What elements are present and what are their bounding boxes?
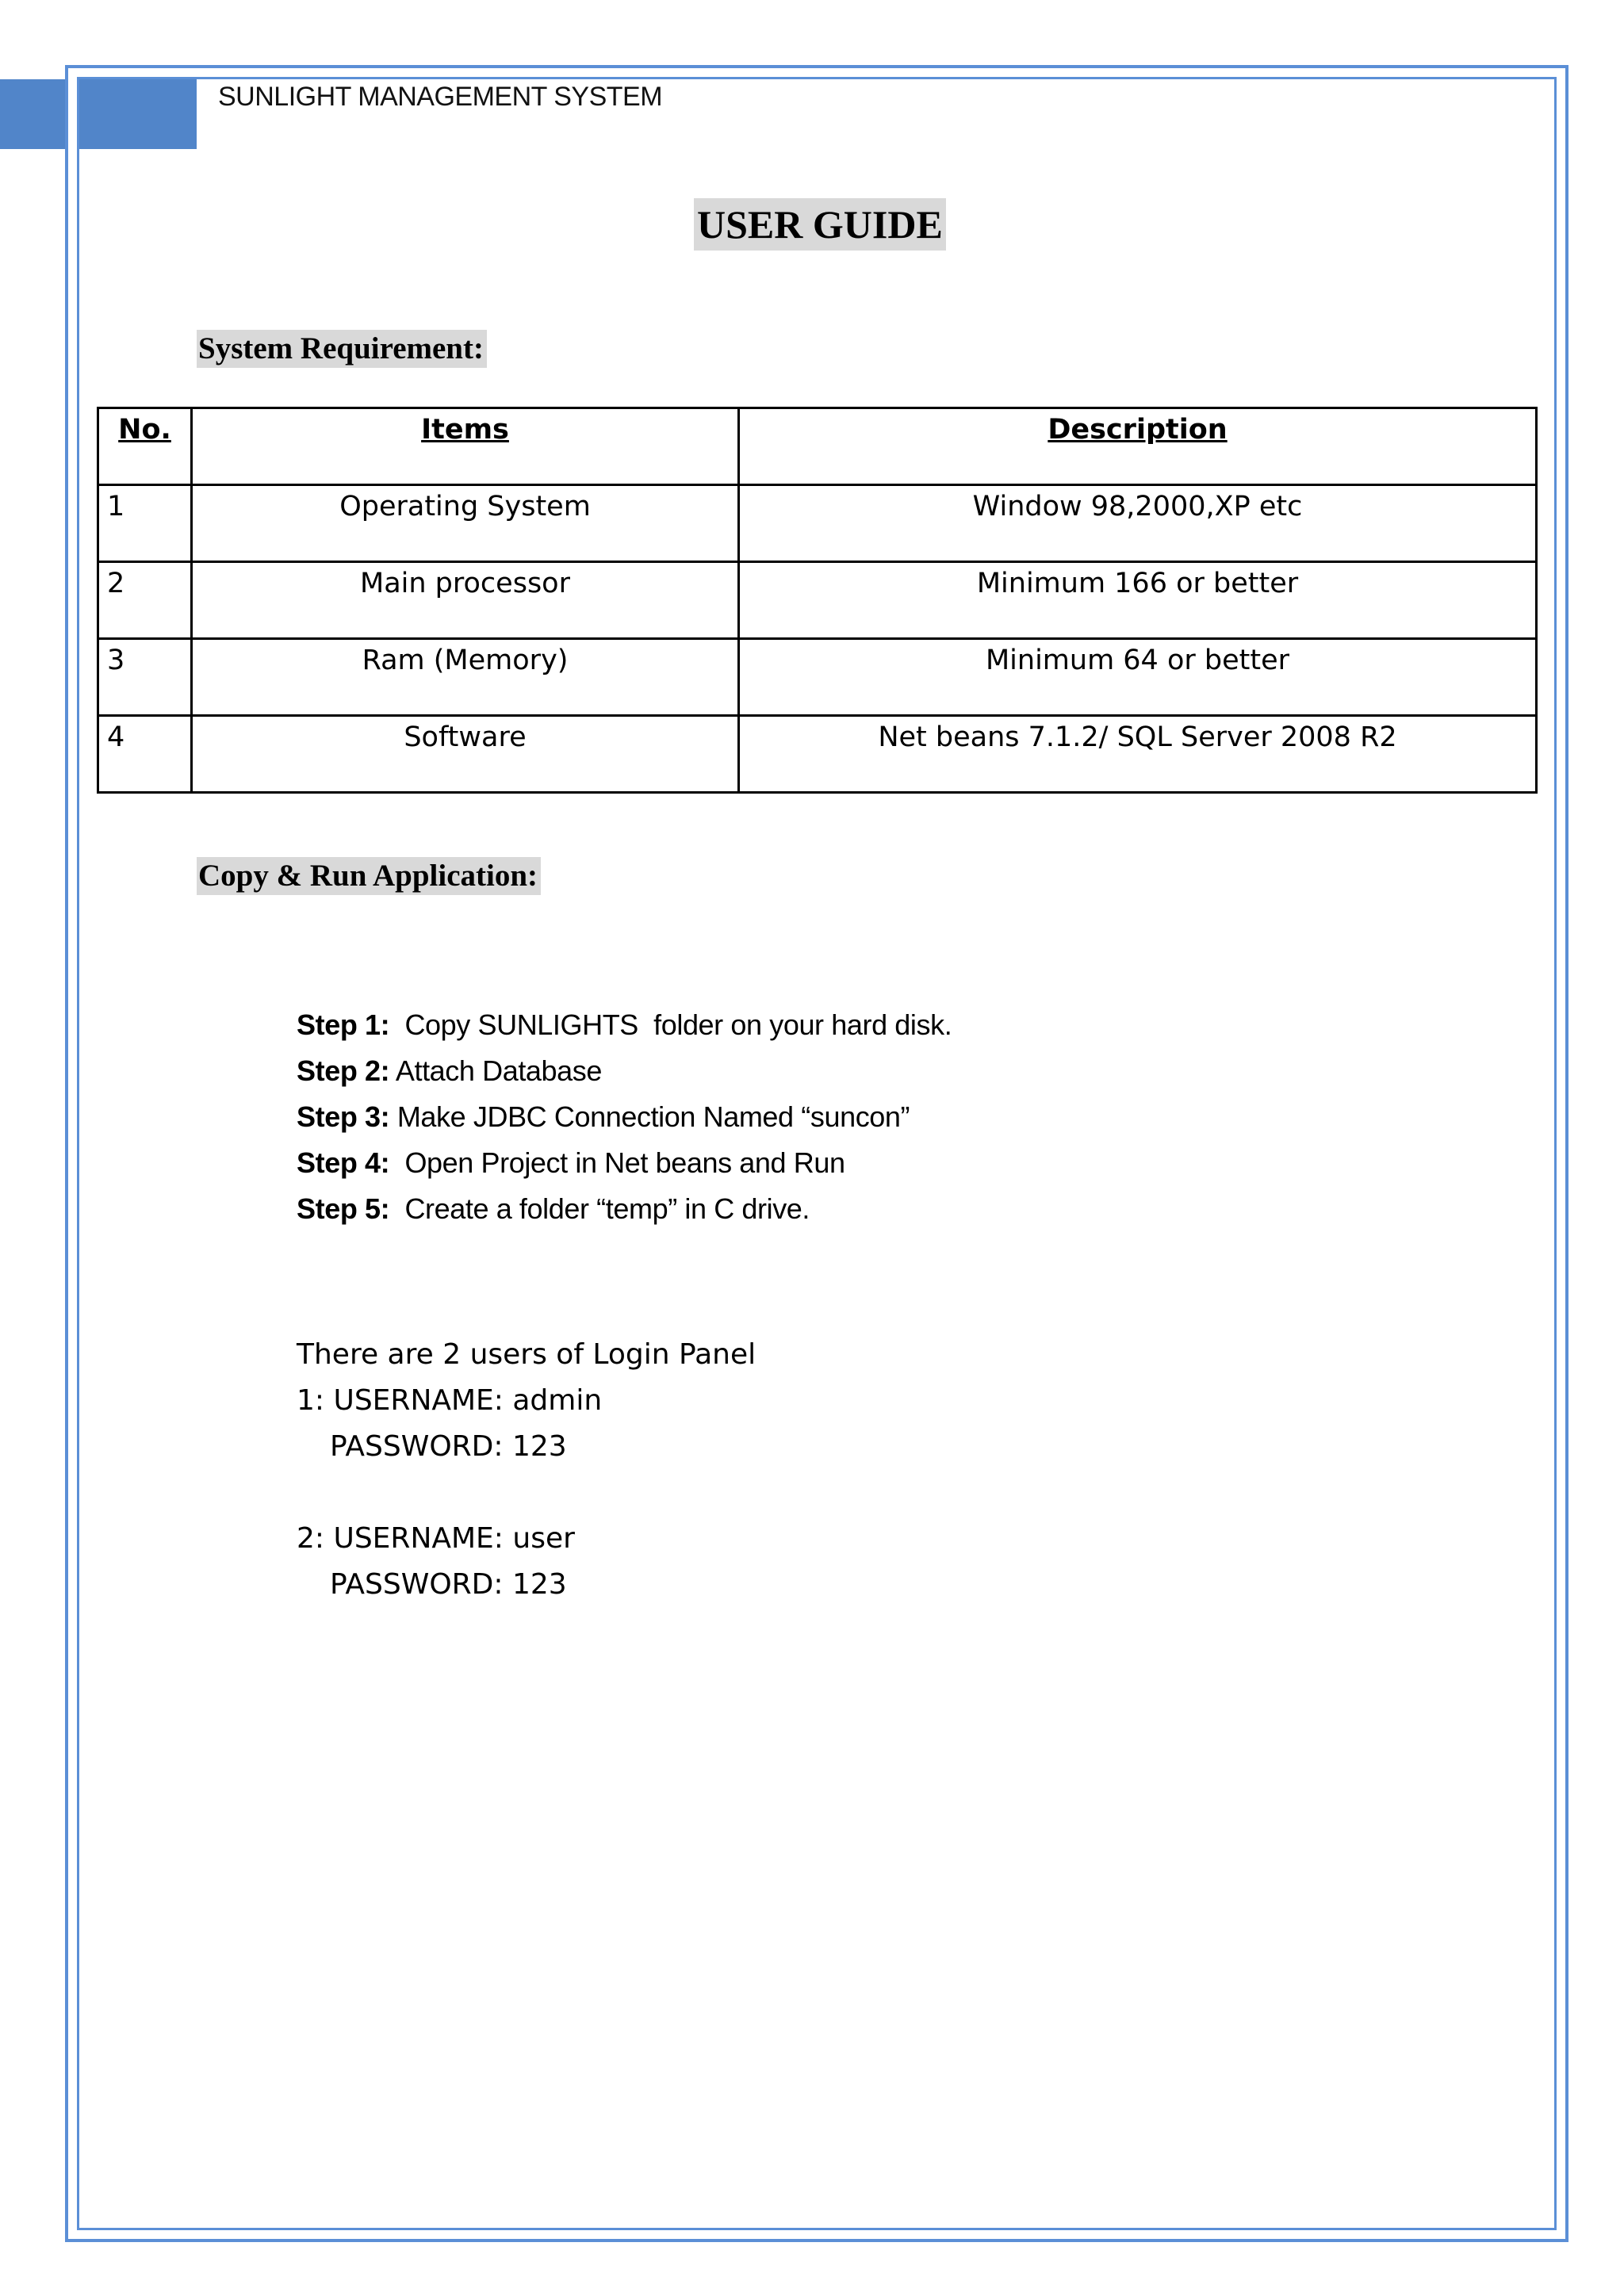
copy-run-heading: Copy & Run Application: (197, 857, 541, 895)
column-header-description: Description (739, 408, 1537, 485)
requirements-table (97, 407, 1538, 794)
table-row (98, 639, 1537, 716)
username-line: 2: USERNAME: user (297, 1522, 575, 1555)
table-row (98, 562, 1537, 639)
system-requirement-heading: System Requirement: (197, 330, 487, 368)
step-text: Make JDBC Connection Named “suncon” (389, 1100, 910, 1133)
page-title: USER GUIDE (694, 198, 946, 251)
cell-item: Software (192, 716, 739, 793)
table-row (98, 485, 1537, 562)
cell-item: Ram (Memory) (192, 639, 739, 716)
list-item (297, 1140, 952, 1186)
cell-no: 2 (98, 562, 192, 639)
cell-no: 3 (98, 639, 192, 716)
login-panel-info (297, 1332, 756, 1608)
column-header-no: No. (98, 408, 192, 485)
steps-list (297, 1002, 952, 1232)
step-label: Step 1: (297, 1008, 390, 1041)
password-line: PASSWORD: 123 (330, 1568, 567, 1601)
cell-description: Net beans 7.1.2/ SQL Server 2008 R2 (739, 716, 1537, 793)
step-label: Step 4: (297, 1146, 390, 1179)
list-item (297, 1048, 952, 1094)
table-header-row (98, 408, 1537, 485)
cell-item: Main processor (192, 562, 739, 639)
password-line: PASSWORD: 123 (330, 1430, 567, 1463)
cell-no: 4 (98, 716, 192, 793)
header-accent-block (79, 79, 197, 149)
header-accent-bar (0, 79, 65, 149)
login-intro: There are 2 users of Login Panel (297, 1338, 756, 1371)
list-item (297, 1094, 952, 1140)
table-row (98, 716, 1537, 793)
cell-no: 1 (98, 485, 192, 562)
spacer (297, 1470, 756, 1516)
step-label: Step 3: (297, 1100, 390, 1133)
column-header-items: Items (192, 408, 739, 485)
header-system-name: SUNLIGHT MANAGEMENT SYSTEM (218, 82, 663, 112)
list-item (297, 1002, 952, 1048)
cell-item: Operating System (192, 485, 739, 562)
cell-description: Minimum 64 or better (739, 639, 1537, 716)
step-label: Step 2: (297, 1054, 390, 1087)
list-item (297, 1186, 952, 1232)
step-text: Create a folder “temp” in C drive. (389, 1192, 810, 1225)
cell-description: Window 98,2000,XP etc (739, 485, 1537, 562)
step-text: Open Project in Net beans and Run (389, 1146, 845, 1179)
cell-description: Minimum 166 or better (739, 562, 1537, 639)
username-line: 1: USERNAME: admin (297, 1384, 603, 1417)
step-text: Attach Database (389, 1054, 603, 1087)
step-label: Step 5: (297, 1192, 390, 1225)
step-text: Copy SUNLIGHTS folder on your hard disk. (389, 1008, 952, 1041)
